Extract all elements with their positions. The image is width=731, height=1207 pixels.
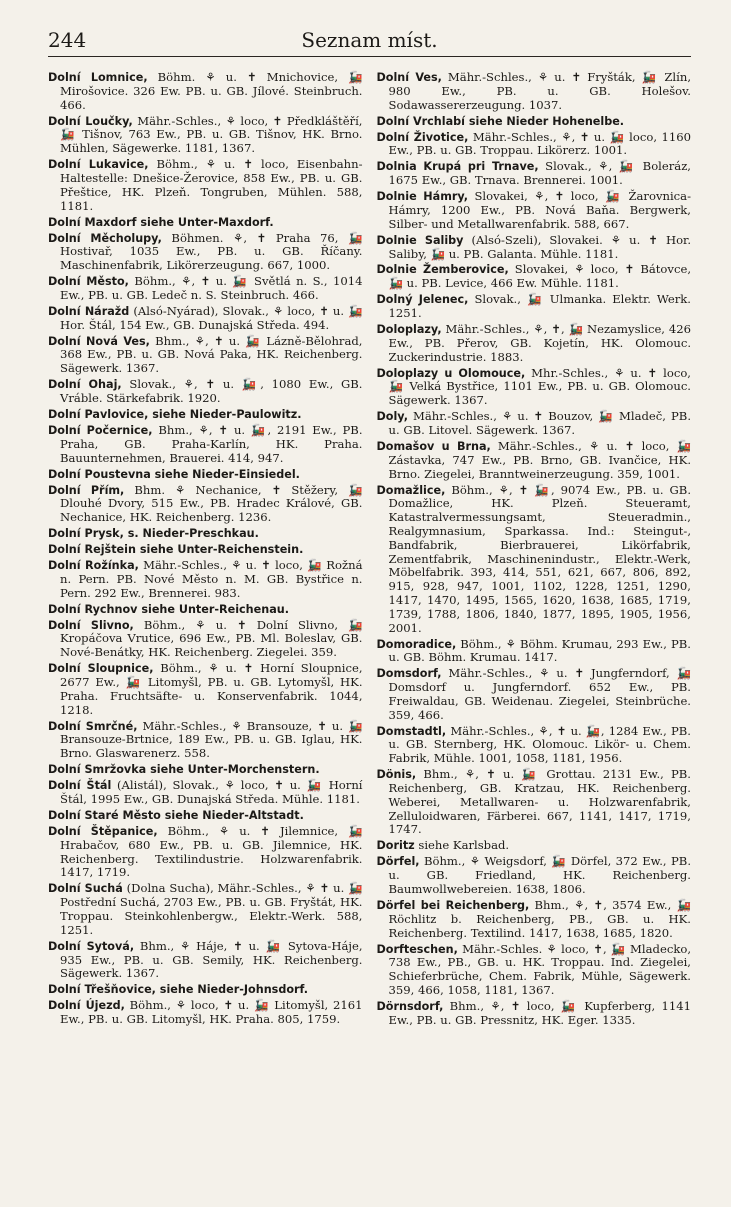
- entry-name: Doloplazy,: [376, 323, 442, 337]
- page-header: [48, 22, 691, 57]
- entry-text: Böhm., ⚘ u. ✝ Jilemnice, 🚂 Hrabačov, 680 Ew., PB. u. GB. Jilemnice, HK. Reichenberg. Textilindustrie. Holzwarenfabrik. 1417, 1719.: [60, 823, 363, 880]
- entry-name: Dolní Štál: [48, 779, 112, 793]
- entry-name: Dörnsdorf,: [376, 999, 444, 1013]
- entry-name: Dolní Sloupnice,: [48, 662, 154, 676]
- entry-name: Dolný Jelenec,: [376, 293, 469, 307]
- directory-entry: [48, 378, 363, 406]
- entry-name: Doly,: [376, 410, 408, 424]
- entry-text: Slovakei, ⚘, ✝ loco, 🚂 Žarovnica-Hámry, 1200 Ew., PB. Nová Baňa. Bergwerk, Silber- und Metallwarenfabrik. 588, 667.: [388, 189, 691, 231]
- entry-name: Doloplazy u Olomouce,: [376, 366, 526, 380]
- entry-name: Dolní Smrčné,: [48, 719, 138, 733]
- directory-entry: [48, 559, 363, 600]
- entry-text: Mähr.-Schles., ⚘ u. ✝ loco, 🚂 Rožná n. Pern. PB. Nové Město n. M. GB. Bystřice n. Pern. 292 Ew., Brennerei. 983.: [60, 558, 363, 600]
- entry-name: Domstadtl,: [376, 724, 447, 738]
- entry-text: Böhm., ⚘ Böhm. Krumau, 293 Ew., PB. u. GB. Böhm. Krumau. 1417.: [388, 636, 691, 665]
- entry-name: Dolní Lukavice,: [48, 158, 149, 172]
- entry-text: Mähr.-Schles., ⚘ u. ✝ Jungferndorf, 🚂 Domsdorf u. Jungferndorf. 652 Ew., PB. Freiwaldau, GB. Weidenau. Ziegelei, Steinbrüche. 359, 466.: [388, 666, 691, 722]
- entry-name: Dorfteschen,: [376, 942, 458, 956]
- entry-name: Dolní Náražd: [48, 304, 130, 318]
- entry-text: Slovak., ⚘, 🚂 Boleráz, 1675 Ew., GB. Trnava. Brennerei. 1001.: [388, 159, 691, 188]
- entry-name: Dolní Smržovka siehe Unter-Morchenstern.: [48, 763, 320, 777]
- entry-name: Dolní Ohaj,: [48, 378, 122, 392]
- entry-text: Bhm., ⚘, ✝ u. 🚂 Lázně-Bělohrad, 368 Ew., PB. u. GB. Nová Paka, HK. Reichenberg. Sägewerk. 1367.: [60, 333, 363, 376]
- directory-entry: [48, 662, 363, 717]
- entry-name: Dolní Město,: [48, 275, 129, 289]
- entry-columns: [48, 71, 691, 1030]
- entry-text: siehe Karlsbad.: [418, 838, 510, 853]
- entry-text: Böhm., ⚘ u. ✝ Horní Sloupnice, 2677 Ew., 🚂 Litomyšl, PB. u. GB. Lytomyšl, HK. Praha. Fruchtsäfte- u. Konservenfabrik. 1044, 1218.: [60, 661, 363, 717]
- entry-name: Dörfel bei Reichenberg,: [376, 898, 530, 912]
- entry-text: Böhm. ⚘ u. ✝ Mnichovice, 🚂 Mirošovice. 326 Ew. PB. u. GB. Jílové. Steinbruch. 466.: [60, 70, 363, 112]
- directory-entry: [377, 410, 692, 438]
- directory-entry: [377, 855, 692, 896]
- entry-text: Mähr.-Schles., ⚘ u. ✝ Bouzov, 🚂 Mladeč, PB. u. GB. Litovel. Sägewerk. 1367.: [388, 409, 692, 437]
- entry-text: Mähr.-Schles., ⚘, ✝, 🚂 Nezamyslice, 426 Ew., PB. Přerov, GB. Kojetín, HK. Olomouc. Zuckerindustrie. 1883.: [388, 322, 692, 364]
- directory-entry: [48, 468, 363, 482]
- entry-name: Dolní Suchá: [48, 882, 123, 896]
- entry-text: Mähr.-Schles., ⚘ u. ✝ loco, 🚂 Zástavka, 747 Ew., PB. Brno, GB. Ivančice, HK. Brno. Ziegelei, Branntweinerzeugung. 359, 1001.: [388, 438, 691, 481]
- entry-name: Dörfel,: [376, 855, 420, 869]
- left-column: [48, 71, 363, 1030]
- directory-entry: [48, 603, 363, 617]
- directory-entry: [48, 882, 363, 937]
- directory-entry: [48, 999, 363, 1027]
- entry-name: Dolní Pavlovice, siehe Nieder-Paulowitz.: [48, 408, 302, 422]
- entry-name: Dolní Maxdorf siehe Unter-Maxdorf.: [48, 215, 274, 229]
- entry-name: Dolní Měcholupy,: [48, 231, 162, 245]
- entry-text: Böhm., ⚘ u. ✝ loco, Eisenbahn-Haltestelle: Dnešice-Žerovice, 858 Ew., PB. u. GB. Přeštice, HK. Plzeň. Tongruben, Mühlen. 588, 1181.: [60, 157, 363, 213]
- entry-text: Böhm., ⚘, ✝ 🚂, 9074 Ew., PB. u. GB. Domažlice, HK. Plzeň. Steueramt, Katastralvermessungsamt, Steueradmin., Realgymnasium, Sparkassa. Ind.: Steingut-, Bandfabrik, Bierbrauerei, Likörfabrik, Zementfabrik, Maschinenindustr., Elektr.-Werk, Möbelfabrik. 393, 414, 551, 621, 667, 806, 892, 915, 928, 947, 1001, 1102, 1228, 1251, 1290, 1417, 1470, 1495, 1565, 1620, 1638, 1685, 1719, 1739, 1788, 1806, 1840, 1877, 1895, 1905, 1956, 2001.: [388, 482, 691, 635]
- directory-entry: [48, 779, 363, 807]
- entry-text: Bhm., ⚘, ✝ u. 🚂, 2191 Ew., PB. Praha, GB. Praha-Karlín, HK. Praha. Bauunternehmen, Brauerei. 414, 947.: [60, 423, 363, 465]
- entry-text: Bhm., ⚘, ✝ loco, 🚂 Kupferberg, 1141 Ew., PB. u. GB. Pressnitz, HK. Eger. 1335.: [388, 998, 691, 1027]
- entry-name: Dolní Lomnice,: [48, 71, 148, 84]
- entry-name: Dolní Vrchlabí siehe Nieder Hohenelbe.: [376, 114, 625, 128]
- directory-entry: [377, 115, 692, 129]
- entry-text: Mähr.-Schles., ⚘, ✝ u. 🚂 loco, 1160 Ew., PB. u. GB. Troppau. Likörerz. 1001.: [388, 129, 691, 158]
- entry-text: Böhm., ⚘ Weigsdorf, 🚂 Dörfel, 372 Ew., PB. u. GB. Friedland, HK. Reichenberg. Baumwollwebereien. 1638, 1806.: [388, 854, 691, 896]
- entry-text: (Dolna Sucha), Mähr.-Schles., ⚘ ✝ u. 🚂 Postřední Suchá, 2703 Ew., PB. u. GB. Fryštát, HK. Troppau. Steinkohlenbergw., Elektr.-Werk. 588, 1251.: [60, 881, 363, 937]
- page-title: Seznam míst.: [301, 28, 438, 52]
- entry-name: Dönis,: [376, 768, 417, 782]
- directory-entry: [48, 335, 363, 376]
- directory-entry: [377, 638, 692, 666]
- entry-text: (Alsó-Nyárad), Slovak., ⚘ loco, ✝ u. 🚂 Hor. Štál, 154 Ew., GB. Dunajská Středa. 494.: [60, 303, 363, 332]
- entry-text: Mähr.-Schles., ⚘, ✝ u. 🚂, 1284 Ew., PB. u. GB. Sternberg, HK. Olomouc. Likör- u. Chem. Fabrik, Mühle. 1001, 1058, 1181, 1956.: [388, 723, 691, 766]
- entry-text: Bhm., ⚘, ✝ u. 🚂 Grottau. 2131 Ew., PB. Reichenberg, GB. Kratzau, HK. Reichenberg. Weberei, Metallwaren- u. Holzwarenfabrik, Zelluloidwaren, Färberei. 667, 1141, 1417, 1719, 1747.: [388, 767, 691, 837]
- directory-entry: [377, 367, 692, 408]
- entry-name: Dolní Počernice,: [48, 424, 153, 437]
- entry-text: Bhm. ⚘ Nechanice, ✝ Stěžery, 🚂 Dlouhé Dvory, 515 Ew., PB. Hradec Králové, GB. Nechanice, HK. Reichenberg. 1236.: [60, 482, 363, 525]
- entry-name: Dolnia Krupá pri Trnave,: [376, 160, 539, 174]
- entry-name: Domoradice,: [376, 637, 457, 651]
- directory-entry: [377, 440, 692, 481]
- directory-entry: [48, 408, 363, 422]
- entry-name: Dolní Újezd,: [48, 999, 125, 1013]
- directory-entry: [377, 725, 692, 766]
- entry-text: Bhm., ⚘ Háje, ✝ u. 🚂 Sytova-Háje, 935 Ew., PB. u. GB. Semily, HK. Reichenberg. Sägewerk. 1367.: [60, 938, 363, 981]
- entry-text: (Alsó-Szeli), Slovakei. ⚘ u. ✝ Hor. Saliby, 🚂 u. PB. Galanta. Mühle. 1181.: [388, 232, 692, 261]
- directory-entry: [48, 158, 363, 213]
- directory-entry: [377, 484, 692, 636]
- entry-text: Böhmen. ⚘, ✝ Praha 76, 🚂 Hostivař, 1035 Ew., PB. u. GB. Říčany. Maschinenfabrik, Likörerzeugung. 667, 1000.: [60, 230, 363, 273]
- entry-name: Dolní Rychnov siehe Unter-Reichenau.: [48, 602, 289, 616]
- entry-text: Mähr.-Schles., ⚘ Bransouze, ✝ u. 🚂 Bransouze-Brtnice, 189 Ew., PB. u. GB. Iglau, HK. Brno. Glaswarenerz. 558.: [60, 718, 363, 761]
- entry-name: Dolní Štěpanice,: [48, 824, 158, 838]
- directory-entry: [48, 543, 363, 557]
- entry-name: Dolní Ves,: [376, 71, 442, 84]
- directory-entry: [377, 899, 692, 940]
- directory-entry: [377, 190, 692, 231]
- directory-entry: [48, 809, 363, 823]
- directory-entry: [48, 484, 363, 525]
- directory-entry: [48, 825, 363, 880]
- entry-name: Dolní Loučky,: [48, 114, 133, 128]
- entry-name: Dolnie Hámry,: [376, 190, 469, 204]
- directory-entry: [48, 983, 363, 997]
- directory-entry: [48, 305, 363, 333]
- entry-name: Doritz: [376, 839, 415, 853]
- entry-name: Domažlice,: [376, 483, 446, 497]
- directory-entry: [48, 115, 363, 156]
- entry-text: Slovakei, ⚘ loco, ✝ Bátovce, 🚂 u. PB. Levice, 466 Ew. Mühle. 1181.: [388, 262, 691, 291]
- entry-name: Dolní Staré Město siehe Nieder-Altstadt.: [48, 808, 304, 822]
- entry-name: Dolnie Žemberovice,: [376, 263, 509, 277]
- directory-entry: [377, 71, 692, 112]
- directory-entry: [377, 323, 692, 364]
- entry-name: Dolní Rejštein siehe Unter-Reichenstein.: [48, 543, 304, 557]
- directory-entry: [48, 232, 363, 273]
- entry-name: Domašov u Brna,: [376, 439, 491, 453]
- directory-entry: [377, 1000, 692, 1028]
- directory-entry: [48, 71, 363, 112]
- page-number: 244: [48, 28, 87, 52]
- directory-entry: [48, 275, 363, 303]
- directory-entry: [377, 293, 692, 321]
- right-column: [377, 71, 692, 1030]
- entry-text: Böhm., ⚘ u. ✝ Dolní Slivno, 🚂 Kropáčova Vrutice, 696 Ew., PB. Ml. Boleslav, GB. Nové-Benátky, HK. Reichenberg. Ziegelei. 359.: [60, 617, 363, 660]
- entry-name: Dolní Poustevna siehe Nieder-Einsiedel.: [48, 467, 300, 481]
- entry-text: Slovak., ⚘, ✝ u. 🚂, 1080 Ew., GB. Vráble. Stärkefabrik. 1920.: [60, 377, 363, 406]
- entry-name: Dolní Sytová,: [48, 939, 135, 953]
- directory-entry: [377, 839, 692, 853]
- entry-name: Dolní Rožínka,: [48, 559, 139, 573]
- directory-entry: [377, 943, 692, 998]
- directory-entry: [377, 667, 692, 722]
- directory-entry: [377, 768, 692, 837]
- directory-entry: [48, 216, 363, 230]
- entry-text: (Alistál), Slovak., ⚘ loco, ✝ u. 🚂 Horní Štál, 1995 Ew., GB. Dunajská Středa. Mühle. 1181.: [60, 778, 363, 806]
- directory-entry: [48, 424, 363, 465]
- entry-name: Dolní Přím,: [48, 483, 125, 497]
- directory-entry: [377, 263, 692, 291]
- entry-name: Dolní Slivno,: [48, 618, 134, 632]
- entry-text: Bhm., ⚘, ✝, 3574 Ew., 🚂 Röchlitz b. Reichenberg, PB., GB. u. HK. Reichenberg. Textilind. 1417, 1638, 1685, 1820.: [388, 897, 692, 940]
- directory-entry: [48, 619, 363, 660]
- entry-name: Domsdorf,: [376, 667, 442, 681]
- entry-name: Dolní Třešňovice, siehe Nieder-Johnsdorf.: [48, 983, 309, 997]
- entry-text: Mähr.-Schles., ⚘ loco, ✝ Předkláštěří, 🚂 Tišnov, 763 Ew., PB. u. GB. Tišnov, HK. Brno. Mühlen, Sägewerke. 1181, 1367.: [60, 113, 363, 156]
- entry-text: Mähr.-Schles., ⚘ u. ✝ Fryšták, 🚂 Zlín, 980 Ew., PB. u. GB. Holešov. Sodawassererzeugung. 1037.: [388, 70, 692, 112]
- entry-text: Böhm., ⚘, ✝ u. 🚂 Světlá n. S., 1014 Ew., PB. u. GB. Ledeč n. S. Steinbruch. 466.: [60, 274, 363, 302]
- directory-entry: [48, 527, 363, 541]
- directory-entry: [48, 763, 363, 777]
- entry-name: Dolní Životice,: [376, 130, 469, 144]
- directory-entry: [377, 160, 692, 188]
- entry-text: Böhm., ⚘ loco, ✝ u. 🚂 Litomyšl, 2161 Ew., PB. u. GB. Litomyšl, HK. Praha. 805, 1759.: [60, 998, 363, 1027]
- directory-entry: [48, 720, 363, 761]
- directory-entry: [377, 234, 692, 262]
- entry-text: Mähr.-Schles. ⚘ loco, ✝, 🚂 Mladecko, 738 Ew., PB., GB. u. HK. Troppau. Ind. Ziegelei, Schieferbrüche, Chem. Fabrik, Mühle, Sägewerk. 359, 466, 1058, 1181, 1367.: [388, 941, 692, 997]
- entry-name: Dolní Prysk, s. Nieder-Preschkau.: [48, 527, 259, 541]
- entry-name: Dolní Nová Ves,: [48, 334, 150, 348]
- directory-entry: [377, 131, 692, 159]
- entry-text: Mhr.-Schles., ⚘ u. ✝ loco, 🚂 Velká Bystřice, 1101 Ew., PB. u. GB. Olomouc. Sägewerk. 1367.: [388, 365, 691, 408]
- entry-text: Slovak., 🚂 Ulmanka. Elektr. Werk. 1251.: [388, 292, 691, 321]
- entry-name: Dolnie Saliby: [376, 233, 464, 247]
- directory-entry: [48, 940, 363, 981]
